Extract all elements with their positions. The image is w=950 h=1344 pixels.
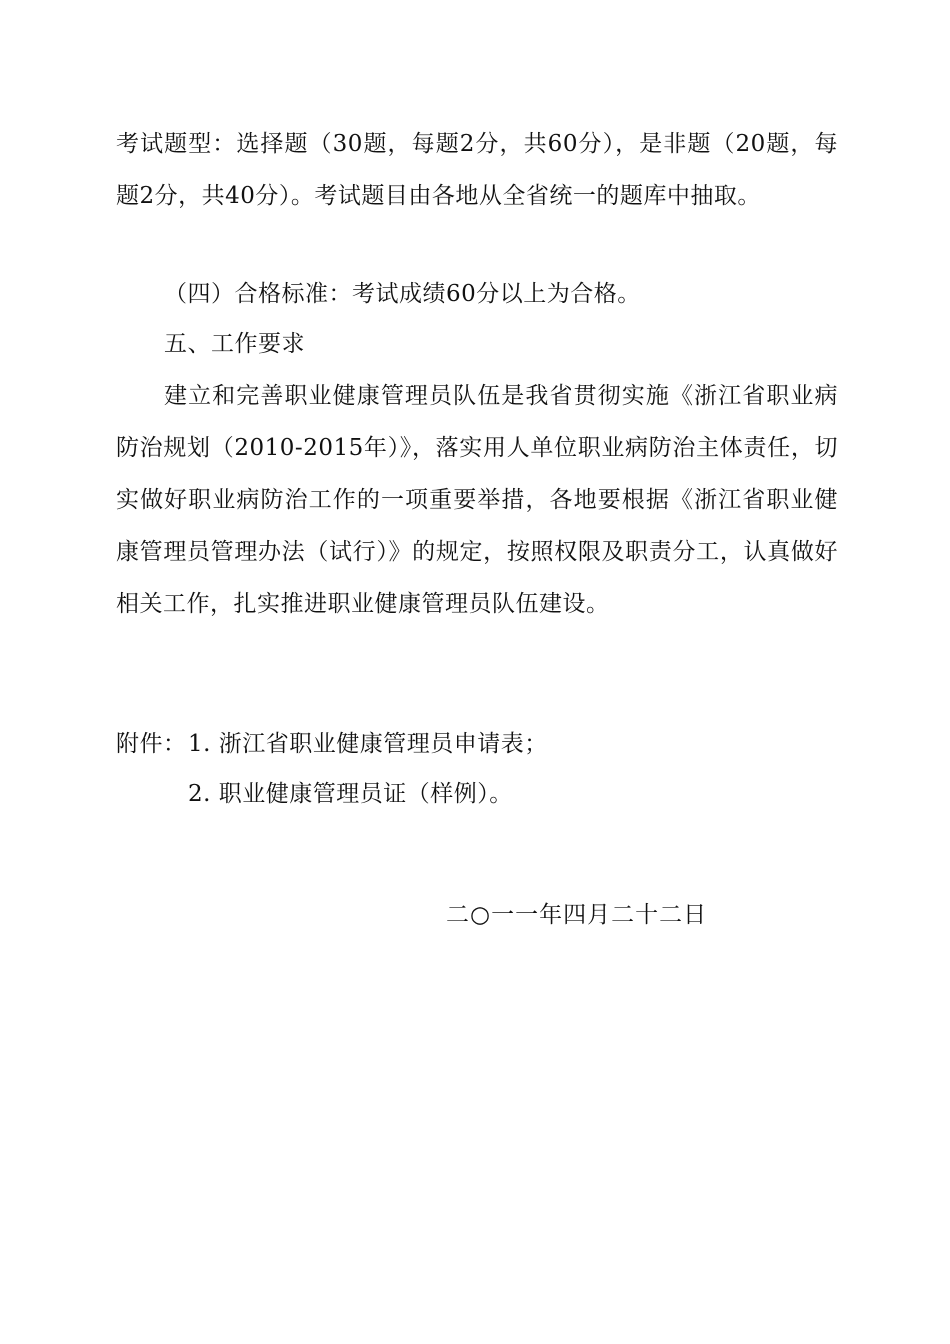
pass-standard-paragraph: （四）合格标准：考试成绩60分以上为合格。 [164, 281, 641, 307]
exam-type-paragraph: 考试题型：选择题（30题，每题2分，共60分），是非题（20题，每题2分，共40分）。考试题目由各地从全省统一的题库中抽取。 [116, 131, 838, 209]
document-date: 二○一一年四月二十二日 [446, 902, 708, 928]
attachment-item: 1. 浙江省职业健康管理员申请表； [188, 731, 548, 757]
attachments-label: 附件： [116, 731, 187, 757]
work-requirements-paragraph: 建立和完善职业健康管理员队伍是我省贯彻实施《浙江省职业病防治规划（2010-2015年）》，落实用人单位职业病防治主体责任，切实做好职业病防治工作的一项重要举措，各地要根据《浙江省职业健康管理员管理办法（试行）》的规定，按照权限及职责分工，认真做好相关工作，扎实推进职业健康管理员队伍建设。 [116, 383, 838, 617]
attachment-item: 2. 职业健康管理员证（样例）。 [188, 781, 513, 807]
section-heading-work-requirements: 五、工作要求 [164, 331, 305, 357]
